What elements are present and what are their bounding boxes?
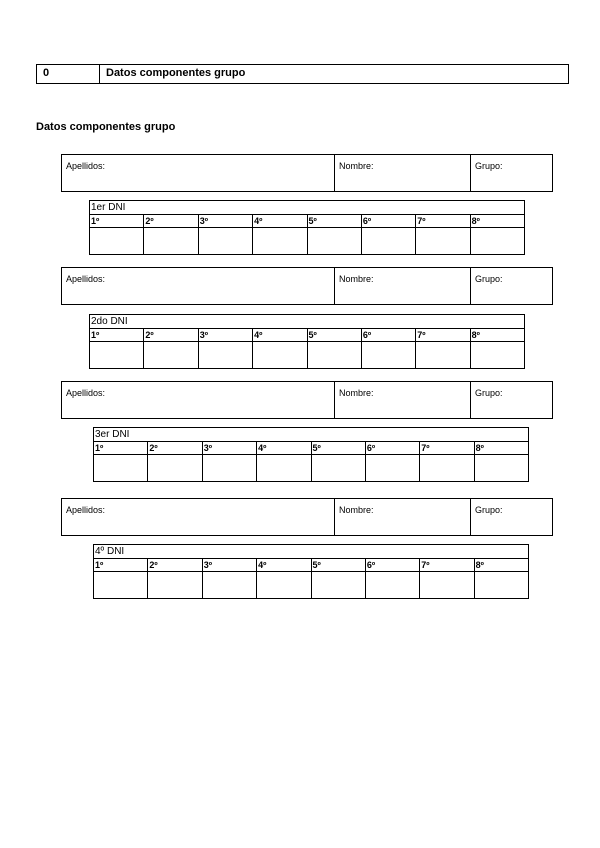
apellidos-field[interactable]: Apellidos: xyxy=(62,268,335,304)
dni-digit-header: 4º xyxy=(253,215,307,228)
dni-digit-cell[interactable] xyxy=(308,342,362,368)
dni-digit-header: 4º xyxy=(253,329,307,342)
dni-digit-cell[interactable] xyxy=(362,228,416,254)
grupo-field[interactable]: Grupo: xyxy=(475,388,503,398)
dni-digit-cell[interactable] xyxy=(475,572,528,598)
dni-digit-cell[interactable] xyxy=(144,342,198,368)
dni-caption: 1er DNI xyxy=(90,201,524,215)
dni-digit-header: 3º xyxy=(199,215,253,228)
dni-digit-cell[interactable] xyxy=(203,455,257,481)
dni-digit-header: 1º xyxy=(90,215,144,228)
dni-digit-cell[interactable] xyxy=(94,572,148,598)
dni-digit-header: 6º xyxy=(362,215,416,228)
dni-digit-cell[interactable] xyxy=(148,572,202,598)
nombre-field[interactable]: Nombre: xyxy=(335,268,471,304)
dni-table-3 xyxy=(93,427,529,482)
dni-digit-cell[interactable] xyxy=(416,342,470,368)
dni-table-4 xyxy=(93,544,529,599)
dni-digit-header: 3º xyxy=(203,559,257,572)
dni-digit-cell[interactable] xyxy=(90,228,144,254)
dni-header-row xyxy=(90,215,524,228)
dni-table-2 xyxy=(89,314,525,369)
dni-digit-header: 2º xyxy=(148,559,202,572)
person-box-1 xyxy=(61,154,553,192)
dni-digit-header: 8º xyxy=(475,559,528,572)
dni-digit-header: 1º xyxy=(94,559,148,572)
dni-digit-header: 6º xyxy=(366,442,420,455)
dni-digit-header: 2º xyxy=(144,215,198,228)
nombre-field[interactable]: Nombre: xyxy=(335,499,471,535)
dni-header-row xyxy=(90,329,524,342)
dni-digit-cell[interactable] xyxy=(90,342,144,368)
dni-digit-cell[interactable] xyxy=(366,455,420,481)
dni-input-row xyxy=(90,228,524,254)
dni-digit-cell[interactable] xyxy=(471,342,524,368)
dni-digit-cell[interactable] xyxy=(308,228,362,254)
dni-digit-header: 5º xyxy=(312,559,366,572)
dni-digit-header: 7º xyxy=(420,559,474,572)
dni-digit-cell[interactable] xyxy=(471,228,524,254)
person-box-3 xyxy=(61,381,553,419)
dni-digit-header: 1º xyxy=(90,329,144,342)
grupo-field[interactable]: Grupo: xyxy=(475,274,503,284)
dni-digit-cell[interactable] xyxy=(199,342,253,368)
dni-header-row xyxy=(94,559,528,572)
nombre-field[interactable]: Nombre: xyxy=(335,155,471,191)
dni-digit-cell[interactable] xyxy=(253,342,307,368)
dni-digit-cell[interactable] xyxy=(257,572,311,598)
dni-digit-header: 6º xyxy=(366,559,420,572)
dni-header-row xyxy=(94,442,528,455)
dni-digit-cell[interactable] xyxy=(416,228,470,254)
dni-digit-cell[interactable] xyxy=(312,455,366,481)
header-number: 0 xyxy=(37,65,100,83)
dni-digit-header: 1º xyxy=(94,442,148,455)
dni-digit-cell[interactable] xyxy=(144,228,198,254)
dni-digit-cell[interactable] xyxy=(420,455,474,481)
grupo-field[interactable]: Grupo: xyxy=(475,161,503,171)
grupo-field[interactable]: Grupo: xyxy=(475,505,503,515)
dni-digit-header: 7º xyxy=(420,442,474,455)
dni-digit-cell[interactable] xyxy=(148,455,202,481)
dni-digit-header: 4º xyxy=(257,559,311,572)
header-title: Datos componentes grupo xyxy=(106,67,246,79)
dni-digit-cell[interactable] xyxy=(253,228,307,254)
dni-caption: 4º DNI xyxy=(94,545,528,559)
person-box-4 xyxy=(61,498,553,536)
dni-digit-cell[interactable] xyxy=(366,572,420,598)
dni-digit-cell[interactable] xyxy=(94,455,148,481)
dni-digit-header: 3º xyxy=(203,442,257,455)
apellidos-field[interactable]: Apellidos: xyxy=(62,155,335,191)
nombre-field[interactable]: Nombre: xyxy=(335,382,471,418)
header-table xyxy=(36,64,569,84)
dni-digit-header: 2º xyxy=(144,329,198,342)
dni-digit-cell[interactable] xyxy=(199,228,253,254)
dni-digit-cell[interactable] xyxy=(203,572,257,598)
dni-digit-cell[interactable] xyxy=(362,342,416,368)
section-title: Datos componentes grupo xyxy=(36,121,176,133)
dni-digit-cell[interactable] xyxy=(475,455,528,481)
person-box-2 xyxy=(61,267,553,305)
dni-caption: 2do DNI xyxy=(90,315,524,329)
apellidos-field[interactable]: Apellidos: xyxy=(62,499,335,535)
dni-digit-header: 5º xyxy=(308,329,362,342)
dni-digit-cell[interactable] xyxy=(420,572,474,598)
dni-digit-header: 5º xyxy=(312,442,366,455)
dni-digit-header: 8º xyxy=(471,215,524,228)
dni-caption: 3er DNI xyxy=(94,428,528,442)
dni-table-1 xyxy=(89,200,525,255)
dni-digit-header: 7º xyxy=(416,215,470,228)
dni-digit-header: 8º xyxy=(471,329,524,342)
dni-digit-header: 3º xyxy=(199,329,253,342)
dni-input-row xyxy=(94,572,528,598)
apellidos-field[interactable]: Apellidos: xyxy=(62,382,335,418)
dni-digit-header: 8º xyxy=(475,442,528,455)
dni-digit-header: 6º xyxy=(362,329,416,342)
dni-digit-header: 4º xyxy=(257,442,311,455)
dni-digit-cell[interactable] xyxy=(312,572,366,598)
dni-input-row xyxy=(90,342,524,368)
dni-digit-header: 5º xyxy=(308,215,362,228)
dni-digit-header: 2º xyxy=(148,442,202,455)
dni-input-row xyxy=(94,455,528,481)
dni-digit-header: 7º xyxy=(416,329,470,342)
dni-digit-cell[interactable] xyxy=(257,455,311,481)
